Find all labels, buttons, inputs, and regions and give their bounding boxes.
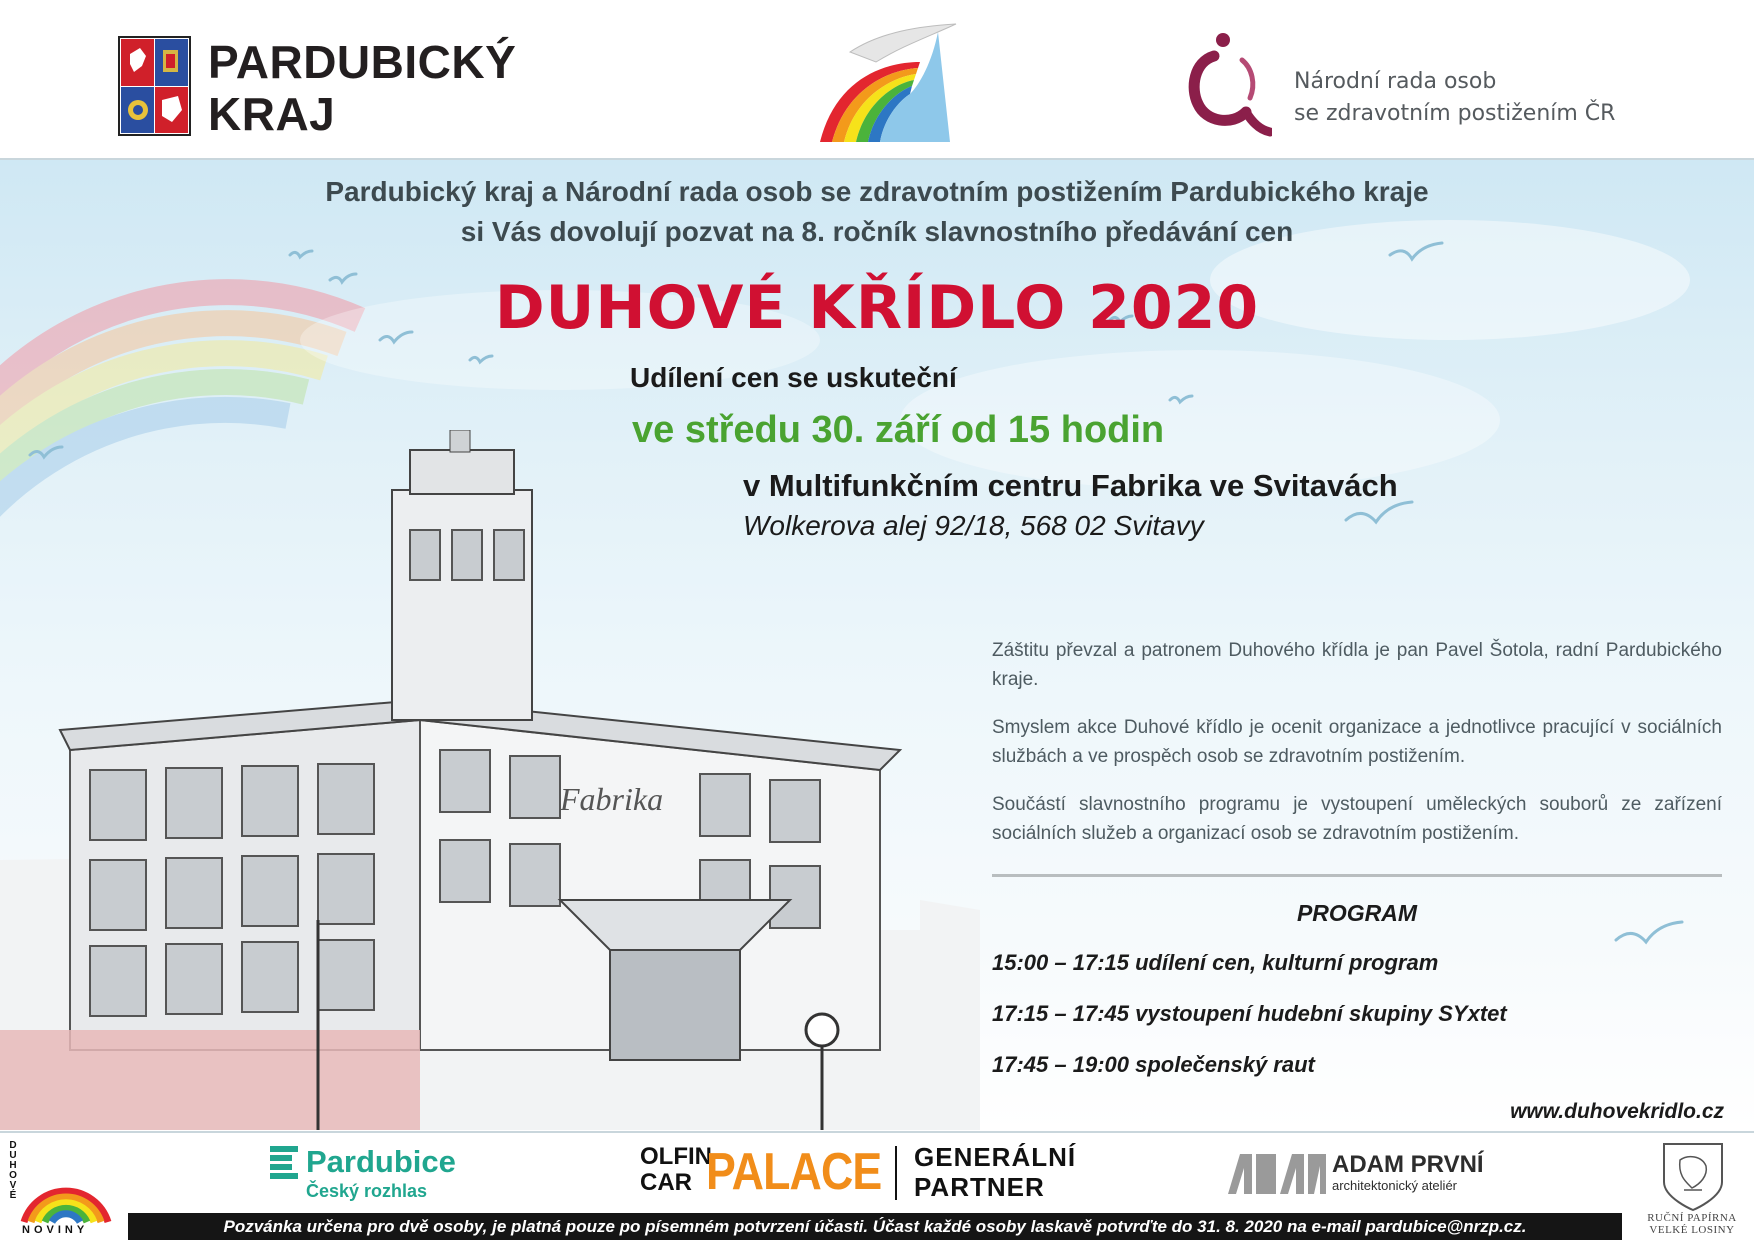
event-title: DUHOVÉ KŘÍDLO 2020	[494, 273, 1260, 343]
adam-subtitle: architektonický ateliér	[1332, 1178, 1457, 1193]
duhove-noviny-logo-icon	[6, 1134, 112, 1238]
papirna-text: RUČNÍ PAPÍRNA VELKÉ LOSINY	[1647, 1212, 1737, 1236]
region-name-line1: PARDUBICKÝ	[208, 36, 517, 88]
invitation-intro	[0, 172, 1754, 252]
event-venue: v Multifunkčním centru Fabrika ve Svitavách	[743, 468, 1398, 503]
nrzp-name-line1: Národní rada osob	[1294, 69, 1497, 94]
program-list	[992, 948, 1732, 1101]
cro-mark-icon	[270, 1146, 298, 1180]
rainbow-wing-logo-icon	[810, 22, 960, 144]
duhove-vertical-text: DUHOVÉ	[7, 1140, 19, 1200]
website-link[interactable]: www.duhovekridlo.cz	[1510, 1100, 1724, 1123]
nrzp-logo	[1186, 26, 1646, 142]
footer-note: Pozvánka určena pro dvě osoby, je platná pouze po písemném potvrzení účasti. Účast každé osoby laskavě potvrďte do 31. 8. 2020 na e-mail pardubice@nrzp.cz.	[128, 1213, 1622, 1240]
palace-text: PALACE	[706, 1143, 882, 1201]
event-date: ve středu 30. září od 15 hodin	[632, 409, 1165, 451]
nrzp-name-line2: se zdravotním postižením ČR	[1294, 101, 1616, 126]
info-paragraph: Součástí slavnostního programu je vystoupení uměleckých souborů ze zařízení sociálních služeb a organizací osob se zdravotním postižením.	[992, 794, 1722, 844]
program-title: PROGRAM	[1296, 900, 1418, 926]
info-paragraph: Záštitu převzal a patronem Duhového křídla je pan Pavel Šotola, radní Pardubického kraje.	[992, 640, 1722, 690]
region-coat-of-arms-icon	[118, 36, 191, 136]
info-paragraphs	[992, 636, 1722, 867]
ceremony-line: Udílení cen se uskuteční	[630, 362, 957, 393]
intro-line2: si Vás dovolují pozvat na 8. ročník slavnostního předávání cen	[460, 216, 1294, 247]
olfin-car-palace-logo	[640, 1142, 1100, 1204]
program-item: 17:45 – 19:00 společenský raut	[992, 1052, 1315, 1077]
nrzp-name	[1294, 66, 1615, 130]
event-address: Wolkerova alej 92/18, 568 02 Svitavy	[743, 510, 1204, 541]
papirna-emblem-icon	[1658, 1138, 1728, 1212]
duhove-vertical-word	[6, 1140, 20, 1203]
pardubicky-kraj-logo	[118, 36, 548, 140]
section-divider	[992, 874, 1722, 877]
info-paragraph: Smyslem akce Duhové křídlo je ocenit organizace a jednotlivce pracující v sociálních službách a ve prospěch osob se zdravotním postižením.	[992, 717, 1722, 767]
region-name	[208, 36, 516, 140]
logo-separator	[895, 1146, 897, 1200]
program-item: 17:15 – 17:45 vystoupení hudební skupiny SYxtet	[992, 1001, 1507, 1026]
olfin-car-text: OLFIN CAR	[640, 1143, 712, 1196]
svg-text:Fabrika: Fabrika	[560, 781, 664, 817]
adam-name: ADAM PRVNÍ	[1332, 1151, 1484, 1178]
cro-name: Pardubice	[306, 1144, 456, 1179]
rucni-papirna-logo	[1636, 1138, 1748, 1240]
cesky-rozhlas-logo	[270, 1144, 490, 1202]
general-partner-text: GENERÁLNÍ PARTNER	[914, 1142, 1077, 1202]
adam-mark-icon	[1228, 1154, 1326, 1194]
cro-subtitle: Český rozhlas	[306, 1181, 428, 1201]
intro-line1: Pardubický kraj a Národní rada osob se zdravotním postižením Pardubického kraje	[325, 176, 1429, 207]
program-item: 15:00 – 17:15 udílení cen, kulturní program	[992, 950, 1439, 975]
nrzp-emblem-icon	[1186, 26, 1272, 142]
region-name-line2: KRAJ	[208, 88, 336, 140]
adam-prvni-logo	[1228, 1152, 1518, 1198]
header-logos	[0, 0, 1754, 160]
noviny-word: NOVINY	[22, 1224, 89, 1236]
